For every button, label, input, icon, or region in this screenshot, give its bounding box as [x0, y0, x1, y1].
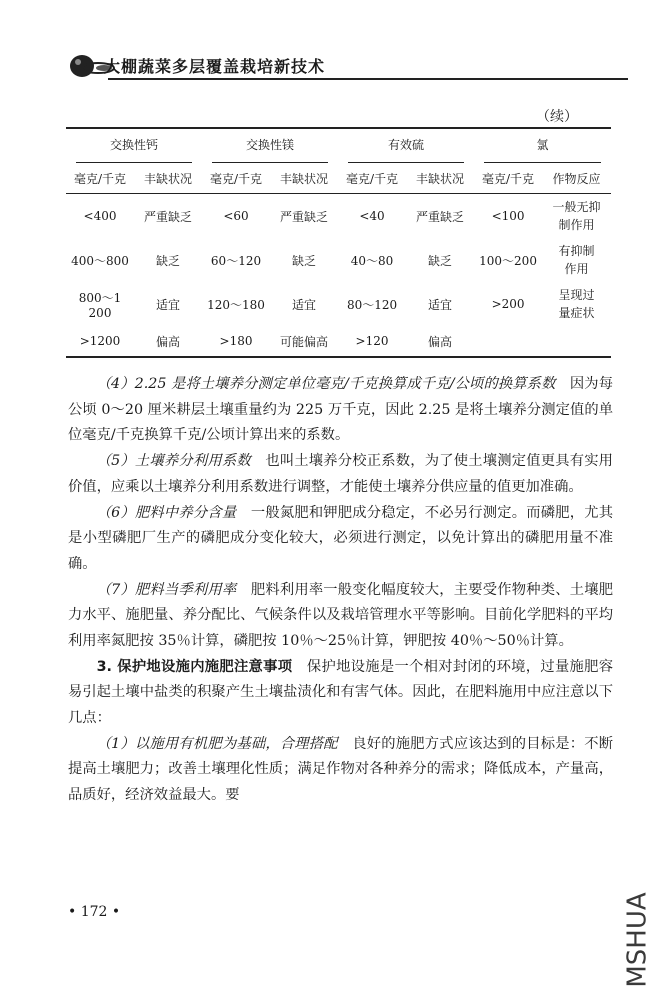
- group-label: 交换性钙: [76, 129, 192, 163]
- group-header-cell: [202, 128, 338, 163]
- table-row: [66, 326, 611, 357]
- table-cell: 缺乏: [292, 253, 317, 268]
- group-header-cell: [338, 128, 474, 163]
- paragraph-text: 因为每公顷 0～20 厘米耕层土壤重量约为 225 万千克，因此 2.25 是将土壤养分测定值的单位毫克/千克换算千克/公顷计算出来的系数。: [68, 376, 613, 443]
- table-cell: 80～120: [346, 297, 398, 312]
- watermark: [618, 888, 658, 992]
- paragraph: [68, 578, 613, 655]
- table-cell: 40～80: [350, 253, 394, 268]
- table-row: [66, 194, 611, 239]
- paragraph-text: 保护地设施是一个相对封闭的环境，过量施肥容易引起土壤中盐类的积聚产生土壤盐渍化和有害气体。因此，在肥料施用中应注意以下几点：: [68, 658, 614, 726]
- section-heading: 3. 保护地设施内施肥注意事项: [96, 658, 293, 675]
- group-label: 有效硫: [348, 129, 464, 163]
- table-cell: >1200: [66, 326, 134, 357]
- group-label: 氯: [484, 129, 601, 163]
- table-cell: 可能偏高: [270, 326, 338, 357]
- paragraph-lead: （7）肥料当季利用率: [96, 581, 237, 598]
- book-title: 大棚蔬菜多层覆盖栽培新技术: [104, 57, 326, 76]
- table-cell: 一般无抑 制作用: [552, 200, 601, 232]
- table-cell: 有抑制 作用: [558, 244, 595, 276]
- table-cell: 100～200: [479, 253, 537, 268]
- table-cell: <60: [223, 209, 249, 223]
- paragraph-text: 肥料利用率一般变化幅度较大，主要受作物种类、土壤肥力水平、施肥量、养分配比、气候条件以及栽培管理水平等影响。目前化学肥料的平均利用率氮肥按 35％计算，磷肥按 10％～25％计算，钾肥按 40％～50％计算。: [68, 581, 613, 649]
- paragraph: [68, 372, 613, 449]
- paragraph: [68, 732, 613, 809]
- subheader-cell: 丰缺状况: [416, 171, 465, 186]
- subheader-cell: 毫克/千克: [482, 171, 535, 186]
- body-text: [68, 372, 613, 809]
- table-cell: [474, 326, 542, 357]
- table-cell: 偏高: [134, 326, 202, 357]
- paragraph-text: 也叫土壤养分校正系数，为了使土壤测定值更具有实用价值，应乘以土壤养分利用系数进行调整，才能使土壤养分供应量的值更加准确。: [68, 453, 613, 495]
- subheader-cell: 毫克/千克: [346, 171, 399, 186]
- group-header-cell: [474, 128, 611, 163]
- soil-nutrient-table: [66, 127, 611, 358]
- table-cell: 60～120: [210, 253, 262, 268]
- table-cell: 偏高: [406, 326, 474, 357]
- table-cell: 缺乏: [156, 253, 181, 268]
- paragraph-lead: （5）土壤养分利用系数: [96, 453, 251, 470]
- table-cell: 120～180: [207, 297, 265, 312]
- table-cell: [542, 326, 611, 357]
- paragraph: [68, 449, 613, 500]
- table-cell: 呈现过 量症状: [558, 288, 595, 320]
- table-cell: 严重缺乏: [416, 209, 465, 224]
- table-cell: >180: [202, 326, 270, 357]
- group-header-cell: [66, 128, 202, 163]
- table-row: [66, 238, 611, 282]
- header-rule: [108, 78, 628, 80]
- table-cell: >120: [338, 326, 406, 357]
- table-cell: <400: [83, 209, 117, 223]
- watermark-text: MSHUA: [622, 892, 653, 988]
- table-cell: 缺乏: [428, 253, 453, 268]
- paragraph-text: 良好的施肥方式应该达到的目标是：不断提高土壤肥力；改善土壤理化性质；满足作物对各种养分的需求；降低成本，产量高，品质好，经济效益最大。要: [68, 735, 613, 803]
- table-cell: 适宜: [156, 297, 181, 312]
- subheader-cell: 作物反应: [552, 171, 601, 186]
- table-cell: 适宜: [292, 297, 317, 312]
- paragraph-lead: （6）肥料中养分含量: [96, 504, 237, 521]
- table-cell: 严重缺乏: [144, 209, 193, 224]
- paragraph-text: 一般氮肥和钾肥成分稳定，不必另行测定。而磷肥，尤其是小型磷肥厂生产的磷肥成分变化较大，必须进行测定，以免计算出的磷肥用量不准确。: [68, 504, 613, 572]
- table-cell: >200: [491, 297, 525, 311]
- table-cell: 适宜: [428, 297, 453, 312]
- table-cell: 400～800: [71, 253, 129, 268]
- paragraph-lead: （4）2.25 是将土壤养分测定单位毫克/千克换算成千克/公顷的换算系数: [96, 376, 556, 392]
- page-number: • 172 •: [68, 904, 121, 920]
- running-header: [68, 46, 628, 86]
- subheader-cell: 毫克/千克: [209, 171, 263, 186]
- table-row: [66, 282, 611, 326]
- paragraph: [68, 501, 613, 578]
- table-cell: <40: [359, 209, 385, 223]
- subheader-cell: 丰缺状况: [280, 171, 329, 186]
- table-cell: 800～1 200: [78, 290, 122, 320]
- subheader-cell: 毫克/千克: [73, 171, 127, 186]
- table-cell: <100: [491, 209, 525, 223]
- group-label: 交换性镁: [212, 129, 328, 163]
- paragraph-lead: （1）以施用有机肥为基础，合理搭配: [96, 735, 338, 752]
- table-continued-label: （续）: [536, 109, 578, 125]
- table-cell: 严重缺乏: [280, 209, 329, 224]
- subheader-cell: 丰缺状况: [144, 171, 193, 186]
- paragraph: [68, 655, 613, 732]
